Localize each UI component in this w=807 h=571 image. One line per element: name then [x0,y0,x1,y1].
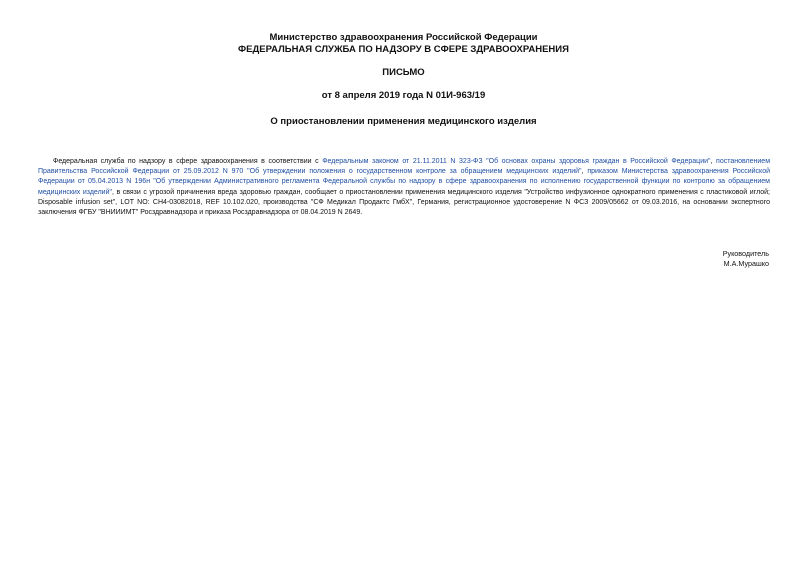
document-date-number: от 8 апреля 2019 года N 01И-963/19 [321,90,486,101]
signatory-role: Руководитель [722,249,769,258]
law-323-link[interactable]: Федеральным законом от 21.11.2011 N 323-ФЗ "Об основах охраны здоровья граждан в Российской Федерации" [322,158,711,165]
body-text-2: , [710,158,717,165]
body-text-4: , в связи с угрозой причинения вреда здоровью граждан, сообщает о приостановлении применения медицинского изделия "Устройство инфузионное однократного применения с пластиковой иглой; Disposable infusion set", LOT NO: CH4-03082018, REF 10.102.020, производства "СФ Медикал Продактс ГмбХ", Германия, регистрационное удостоверение N ФСЗ 2009/05662 от 09.03.2016, на основании экспертного заключения ФГБУ "ВНИИИМТ" Росздравнадзора и приказа Росздравнадзора от 08.04.2019 N 2649. [38,188,770,217]
ministry-title: Министерство здравоохранения Российской Федерации [269,32,538,43]
letter-body [38,157,770,218]
service-title: ФЕДЕРАЛЬНАЯ СЛУЖБА ПО НАДЗОРУ В СФЕРЕ ЗДРАВООХРАНЕНИЯ [238,44,569,55]
resolution-970-link[interactable]: постановлением Правительства Российской Федерации от 25.09.2012 N 970 "Об утверждении положения о государственном контроле за обращением медицинских изделий" [38,158,771,176]
order-196n-link[interactable]: приказом Министерства здравоохранения Российской Федерации от 05.04.2013 N 196н "Об утверждении Административного регламента Федеральной службы по надзору в сфере здравоохранения по исполнению государственной функции по контролю за обращением медицинских изделий" [38,168,771,196]
body-text-3: , [581,168,588,176]
document-type: ПИСЬМО [382,67,425,78]
document-subject: О приостановлении применения медицинского изделия [270,116,537,127]
body-text-1: Федеральная служба по надзору в сфере здравоохранения в соответствии с [53,158,323,165]
signatory-name: М.А.Мурашко [723,259,769,268]
